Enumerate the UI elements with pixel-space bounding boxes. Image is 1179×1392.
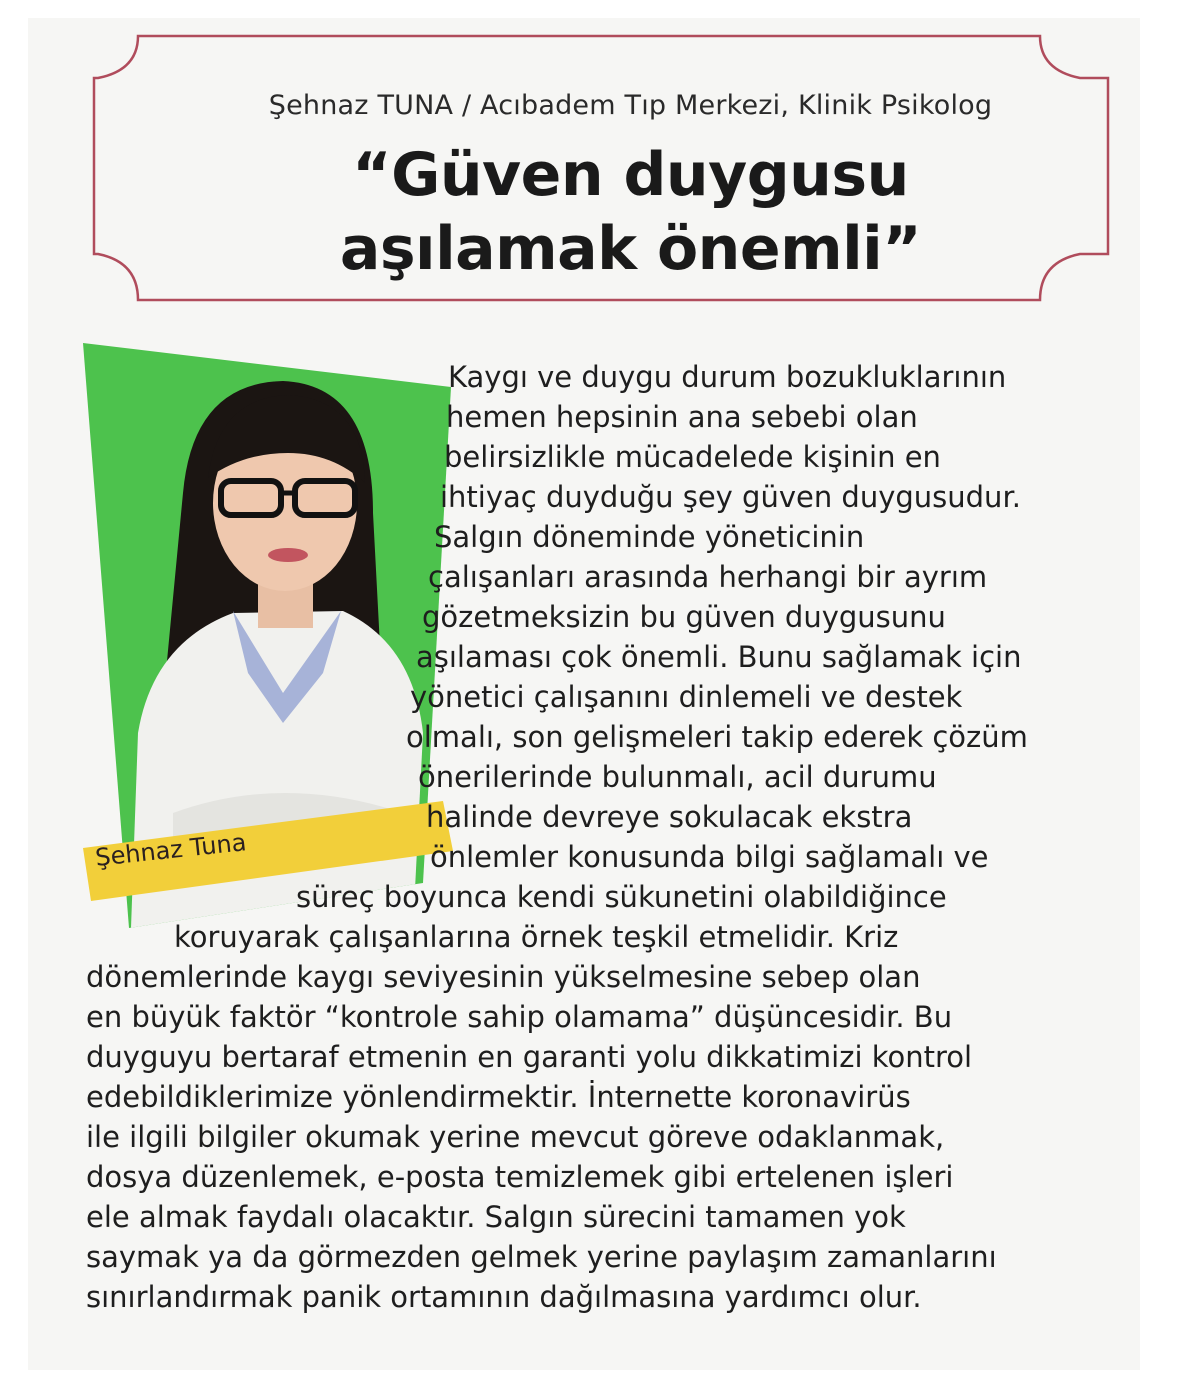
body-line: belirsizlikle mücadelede kişinin en <box>444 440 941 474</box>
body-line: dosya düzenlemek, e-posta temizlemek gibi ertelenen işleri <box>86 1160 954 1194</box>
body-line: olmalı, son gelişmeleri takip ederek çözüm <box>406 720 1028 754</box>
headline-line-1: “Güven duygusu <box>352 140 909 210</box>
photo-caption: Şehnaz Tuna <box>94 828 248 872</box>
body-line: saymak ya da görmezden gelmek yerine paylaşım zamanlarını <box>86 1240 997 1274</box>
body-line: gözetmeksizin bu güven duygusunu <box>422 600 946 634</box>
body-line: ihtiyaç duyduğu şey güven duygusudur. <box>440 480 1021 514</box>
body-line: çalışanları arasında herhangi bir ayrım <box>428 560 988 594</box>
body-line: en büyük faktör “kontrole sahip olamama” düşüncesidir. Bu <box>86 1000 953 1034</box>
body-line: ele almak faydalı olacaktır. Salgın sürecini tamamen yok <box>86 1200 906 1234</box>
body-line: süreç boyunca kendi sükunetini olabildiğince <box>296 880 947 914</box>
body-line: duyguyu bertaraf etmenin en garanti yolu dikkatimizi kontrol <box>86 1040 973 1074</box>
body-line: koruyarak çalışanlarına örnek teşkil etmelidir. Kriz <box>174 920 899 954</box>
magazine-page <box>28 18 1140 1370</box>
body-line: önerilerinde bulunmalı, acil durumu <box>418 760 937 794</box>
headline-line-2: aşılamak önemli” <box>339 214 922 284</box>
body-line: aşılaması çok önemli. Bunu sağlamak için <box>416 640 1022 674</box>
body-line: hemen hepsinin ana sebebi olan <box>446 400 918 434</box>
body-line: dönemlerinde kaygı seviyesinin yükselmesine sebep olan <box>86 960 921 994</box>
body-line: ile ilgili bilgiler okumak yerine mevcut göreve odaklanmak, <box>86 1120 945 1154</box>
body-line: Kaygı ve duygu durum bozukluklarının <box>448 360 1007 394</box>
body-line: yönetici çalışanını dinlemeli ve destek <box>410 680 963 714</box>
body-line: edebildiklerimize yönlendirmektir. İnternette koronavirüs <box>86 1080 911 1114</box>
body-line: sınırlandırmak panik ortamının dağılmasına yardımcı olur. <box>86 1280 922 1314</box>
body-line: önlemler konusunda bilgi sağlamalı ve <box>430 840 989 874</box>
headline <box>123 138 1138 286</box>
body-line: Salgın döneminde yöneticinin <box>434 520 865 554</box>
body-line: halinde devreye sokulacak ekstra <box>426 800 913 834</box>
author-byline: Şehnaz TUNA / Acıbadem Tıp Merkezi, Klinik Psikolog <box>268 90 993 121</box>
